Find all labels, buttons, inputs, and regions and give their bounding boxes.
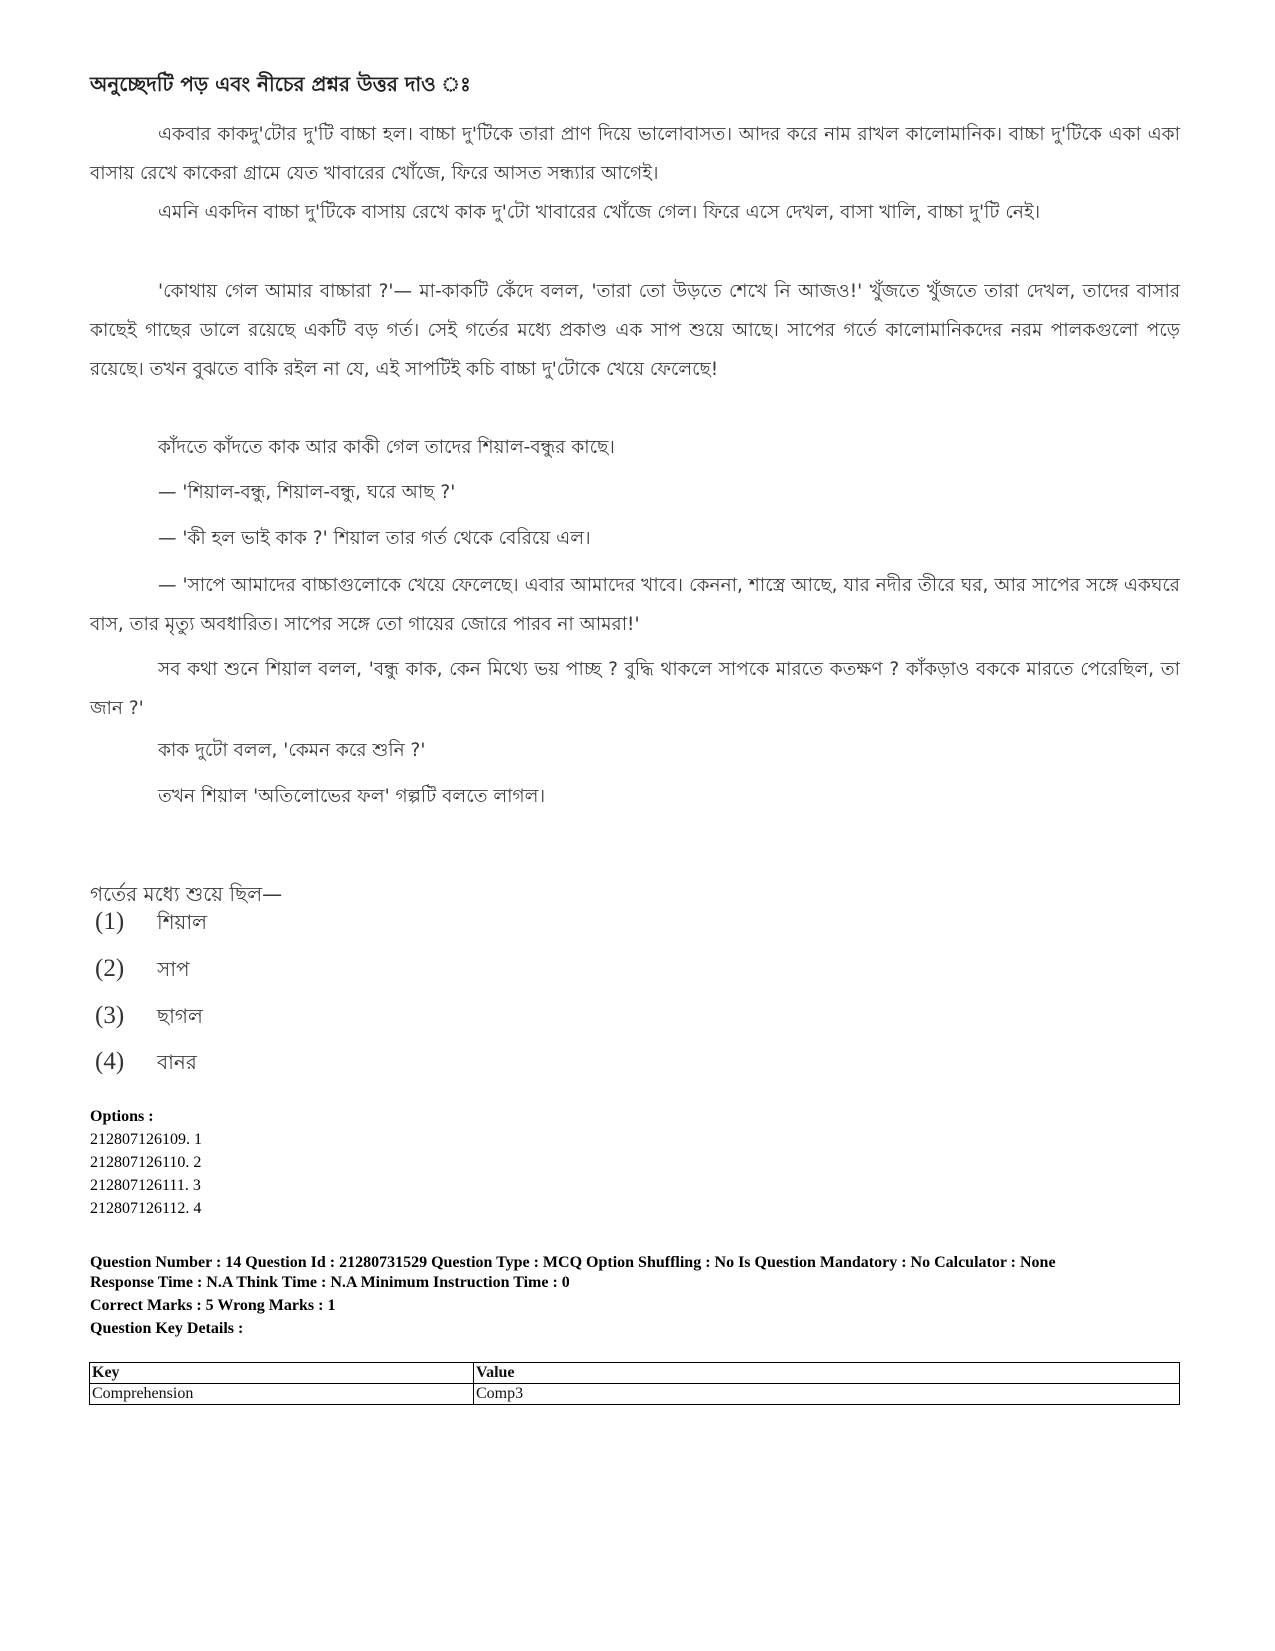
options-label: Options : — [90, 1108, 154, 1125]
choice-number: (2) — [95, 955, 125, 982]
paragraph-6: — 'কী হল ভাই কাক ?' শিয়াল তার গর্ত থেকে বেরিয়ে এল। — [158, 528, 591, 549]
choice-text: সাপ — [157, 957, 190, 981]
paragraph-10: তখন শিয়াল 'অতিলোভের ফল' গল্পটি বলতে লাগল। — [158, 786, 546, 807]
paragraph-1: একবার কাকদু'টোর দু'টি বাচ্চা হল। বাচ্চা দু'টিকে তারা প্রাণ দিয়ে ভালোবাসত। আদর করে নাম রাখল কালোমানিক। বাচ্চা দু'টিকে একা একা বাসায় রেখে কাকেরা গ্রামে যেত খাবারের খোঁজে, ফিরে আসত সন্ধ্যার আগেই। — [90, 124, 1180, 184]
option-id-1: 212807126109. 1 — [90, 1131, 202, 1148]
paragraph-7: — 'সাপে আমাদের বাচ্চাগুলোকে খেয়ে ফেলেছে। এবার আমাদের খাবে। কেননা, শাস্ত্রে আছে, যার নদীর তীরে ঘর, আর সাপের সঙ্গে একঘরে বাস, তার মৃত্যু অবধারিত। সাপের সঙ্গে তো গায়ের জোরে পারব না আমরা!' — [90, 575, 1180, 635]
question-meta-line2: Response Time : N.A Think Time : N.A Minimum Instruction Time : 0 — [90, 1274, 570, 1291]
marks-line: Correct Marks : 5 Wrong Marks : 1 — [90, 1297, 336, 1314]
table-row — [90, 1384, 1180, 1405]
choice-number: (4) — [95, 1048, 125, 1075]
option-id-2: 212807126110. 2 — [90, 1154, 202, 1171]
paragraph-3: 'কোথায় গেল আমার বাচ্চারা ?'— মা-কাকটি কেঁদে বলল, 'তারা তো উড়তে শেখে নি আজও!' খুঁজতে খুঁজতে তারা দেখল, তাদের বাসার কাছেই গাছের ডালে রয়েছে একটি বড় গর্ত। সেই গর্তের মধ্যে প্রকাণ্ড এক সাপ শুয়ে আছে। সাপের গর্তে কালোমানিকদের নরম পালকগুলো পড়ে রয়েছে। তখন বুঝতে বাকি রইল না যে, এই সাপটিই কচি বাচ্চা দু'টোকে খেয়ে ফেলেছে! — [90, 281, 1180, 380]
paragraph-9: কাক দুটো বলল, 'কেমন করে শুনি ?' — [158, 740, 426, 761]
choice-1 — [95, 908, 207, 941]
paragraph-8: সব কথা শুনে শিয়াল বলল, 'বন্ধু কাক, কেন মিথ্যে ভয় পাচ্ছ ? বুদ্ধি থাকলে সাপকে মারতে কতক্ষণ ? কাঁকড়াও বককে মারতে পেরেছিল, তা জান ?' — [90, 659, 1180, 719]
paragraph-2: এমনি একদিন বাচ্চা দু'টিকে বাসায় রেখে কাক দু'টো খাবারের খোঁজে গেল। ফিরে এসে দেখল, বাসা খালি, বাচ্চা দু'টি নেই। — [158, 202, 1041, 223]
paragraph-5: — 'শিয়াল-বন্ধু, শিয়াল-বন্ধু, ঘরে আছ ?' — [158, 482, 456, 503]
key-details-table — [89, 1362, 1180, 1405]
table-header-row — [90, 1363, 1180, 1384]
option-id-4: 212807126112. 4 — [90, 1200, 202, 1217]
choice-text: ছাগল — [157, 1004, 203, 1028]
choice-text: শিয়াল — [157, 910, 208, 934]
key-details-label: Question Key Details : — [90, 1320, 244, 1337]
option-id-3: 212807126111. 3 — [90, 1177, 201, 1194]
table-header-key: Key — [90, 1363, 474, 1384]
choice-number: (1) — [95, 908, 125, 935]
table-cell-value: Comp3 — [474, 1384, 1180, 1405]
choice-2 — [95, 955, 190, 988]
choice-text: বানর — [157, 1050, 197, 1074]
passage-heading: অনুচ্ছেদটি পড় এবং নীচের প্রশ্নর উত্তর দাও ঃ — [90, 72, 471, 96]
question-stem: গর্তের মধ্যে শুয়ে ছিল— — [90, 882, 283, 906]
table-cell-key: Comprehension — [90, 1384, 474, 1405]
choice-4 — [95, 1048, 197, 1081]
table-header-value: Value — [474, 1363, 1180, 1384]
paragraph-4: কাঁদতে কাঁদতে কাক আর কাকী গেল তাদের শিয়াল-বন্ধুর কাছে। — [158, 437, 615, 458]
choice-3 — [95, 1002, 203, 1035]
question-meta-line1: Question Number : 14 Question Id : 21280731529 Question Type : MCQ Option Shuffling : No Is Question Mandatory : No Calculator : None — [90, 1254, 1056, 1271]
choice-number: (3) — [95, 1002, 125, 1029]
